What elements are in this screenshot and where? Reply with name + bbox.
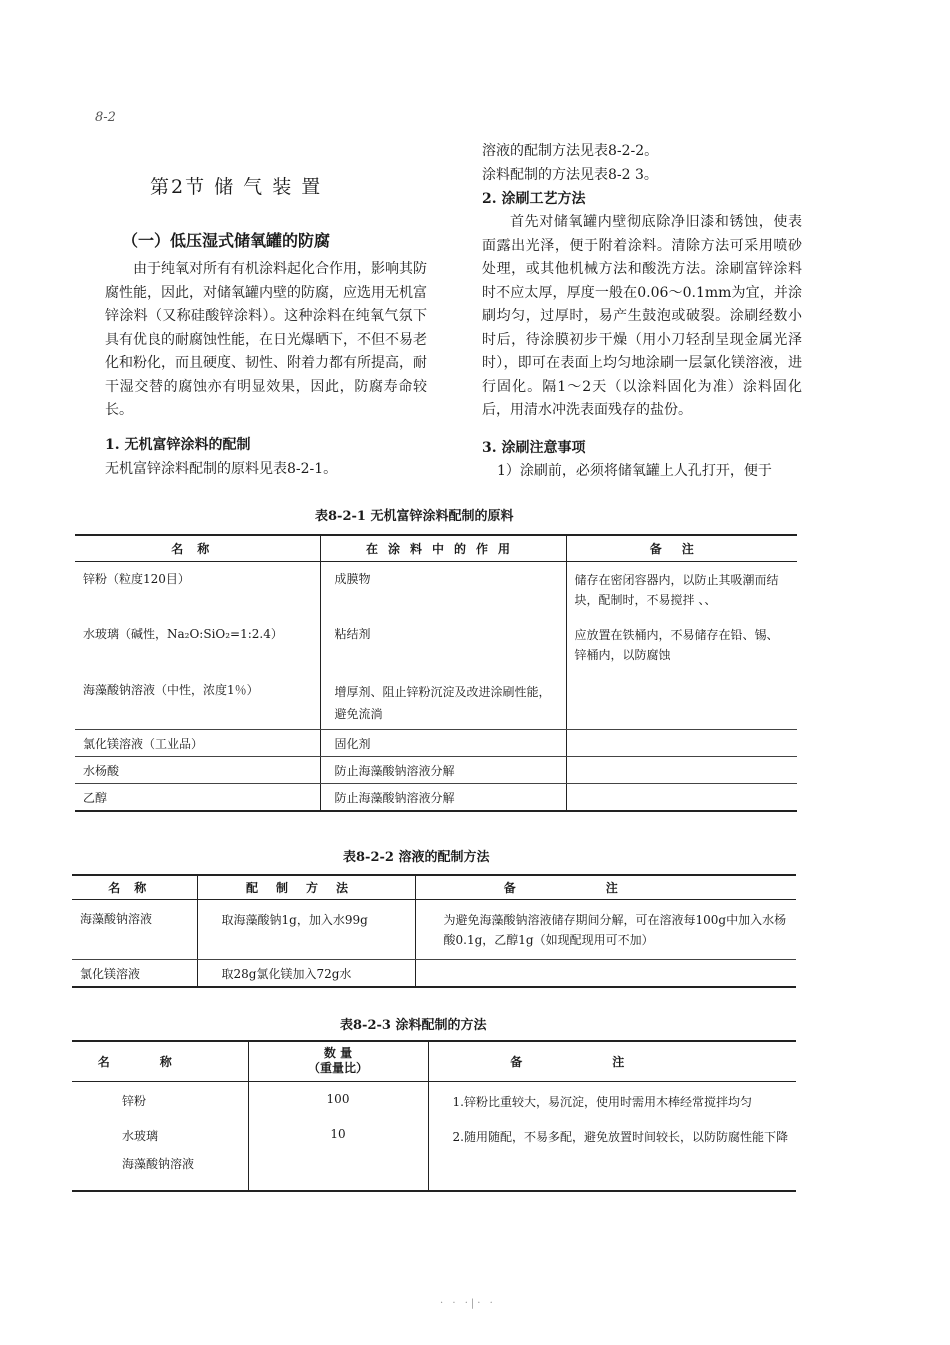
table1-cell: 海藻酸钠溶液（中性，浓度1％） (75, 673, 320, 729)
table-row (75, 783, 797, 811)
table3 (72, 1040, 796, 1192)
table2-cell: 为避免海藻酸钠溶液储存期间分解，可在溶液每100g中加入水杨酸0.1g，乙醇1g（如现配现用可不加） (415, 899, 796, 959)
table1-cell: 氯化镁溶液（工业品） (75, 729, 320, 756)
item1-heading: 1. 无机富锌涂料的配制 (105, 437, 251, 453)
table3-header-qty-line2: （重量比） (307, 1061, 368, 1076)
right-line-2: 涂料配制的方法见表8-2 3。 (482, 167, 658, 183)
table2-header-notes: 备注 (415, 875, 796, 899)
table1-header-row (75, 535, 797, 561)
table-row (75, 756, 797, 783)
table-row (75, 673, 797, 729)
table2-cell: 取28g氯化镁加入72g水 (197, 959, 415, 987)
table1-caption: 表8-2-1 无机富锌涂料配制的原料 (315, 509, 514, 524)
table3-cell: 2.随用随配，不易多配，避免放置时间较长，以防防腐性能下降 (428, 1121, 796, 1191)
table-row (75, 617, 797, 673)
table1-cell: 储存在密闭容器内，以防止其吸潮而结块，配制时，不易搅拌 、、 (566, 561, 797, 617)
table3-cell: 锌粉 (122, 1093, 147, 1108)
table2 (72, 874, 796, 988)
process-paragraph: 首先对储氧罐内壁彻底除净旧漆和锈蚀，使表面露出光泽，便于附着涂料。清除方法可采用喷砂处理，或其他机械方法和酸洗方法。涂刷富锌涂料时不应太厚，厚度一般在0.06～0.1mm为宜，并涂刷均匀，过厚时，易产生鼓泡或破裂。涂刷经数小时后，待涂膜初步干燥（用小刀轻刮呈现金属光泽时），即可在表面上均匀地涂刷一层氯化镁溶液，进行固化。隔1～2天（以涂料固化为准）涂料固化后，用清水冲洗表面残存的盐份。 (482, 214, 802, 418)
table1-cell: 锌粉（粒度120目） (83, 571, 190, 586)
right-line-1: 溶液的配制方法见表8-2-2。 (482, 143, 659, 159)
table3-cell (248, 1151, 428, 1191)
table1-cell: 成膜物 (320, 561, 566, 617)
table2-cell: 取海藻酸钠1g，加入水99g (197, 899, 415, 959)
table2-caption: 表8-2-2 溶液的配制方法 (343, 850, 490, 865)
table1-cell (566, 673, 797, 729)
table2-header-name: 名称 (108, 880, 161, 895)
table3-cell: 水玻璃 (122, 1129, 159, 1143)
item1-text: 无机富锌涂料配制的原料见表8-2-1。 (105, 461, 338, 477)
footer-mark: · · ·|· · (440, 1298, 496, 1309)
table2-header-method: 配制方法 (197, 875, 415, 899)
table-row (75, 561, 797, 617)
table1-header-role: 在涂料中的作用 (320, 535, 566, 561)
table-row (72, 959, 796, 987)
table2-cell: 海藻酸钠溶液 (72, 899, 197, 959)
subsection-title: （一）低压湿式储氧罐的防腐 (122, 231, 331, 250)
table2-cell (415, 959, 796, 987)
intro-paragraph: 由于纯氧对所有有机涂料起化合作用，影响其防腐性能，因此，对储氧罐内壁的防腐，应选用无机富锌涂料（又称硅酸锌涂料）。这种涂料在纯氧气氛下具有优良的耐腐蚀性能，在日光爆晒下，不但不易老化和粉化，而且硬度、韧性、附着力都有所提高，耐干湿交替的腐蚀亦有明显效果，因此，防腐寿命较长。 (105, 261, 427, 418)
table3-header-qty (248, 1041, 428, 1081)
table3-header-name: 名称 (97, 1054, 222, 1069)
table1-cell: 水杨酸 (75, 756, 320, 783)
table1-cell: 增厚剂、阻止锌粉沉淀及改进涂刷性能，避免流淌 (320, 673, 566, 729)
table3-cell: 海藻酸钠溶液 (122, 1157, 195, 1171)
table1 (75, 534, 797, 812)
table3-header-notes: 备注 (428, 1041, 796, 1081)
table1-cell (566, 756, 797, 783)
table2-header-row (72, 875, 796, 899)
table3-header-row (72, 1041, 796, 1081)
table-row (72, 899, 796, 959)
table1-cell (566, 729, 797, 756)
table1-cell (566, 783, 797, 811)
table-row (72, 1121, 796, 1151)
table-row (75, 729, 797, 756)
table1-cell: 应放置在铁桶内，不易储存在铅、锡、锌桶内，以防腐蚀 (566, 617, 797, 673)
table3-cell: 10 (248, 1121, 428, 1151)
table3-header-qty-line1: 数 量 (323, 1046, 353, 1061)
table-row (72, 1081, 796, 1121)
table1-header-notes: 备注 (566, 535, 797, 561)
table1-cell: 固化剂 (320, 729, 566, 756)
item2-heading: 2. 涂刷工艺方法 (482, 191, 586, 207)
table1-cell: 乙醇 (83, 790, 108, 805)
table1-cell: 防止海藻酸钠溶液分解 (320, 756, 566, 783)
page-number: 8-2 (95, 110, 116, 125)
table1-cell: 粘结剂 (320, 617, 566, 673)
table1-cell: 防止海藻酸钠溶液分解 (320, 783, 566, 811)
section-title: 第2节 储 气 装 置 (150, 176, 323, 198)
table3-cell: 1.锌粉比重较大，易沉淀，使用时需用木棒经常搅拌均匀 (428, 1081, 796, 1121)
table1-header-name: 名称 (171, 541, 224, 556)
item3-text: 1）涂刷前，必须将储氧罐上人孔打开，便于 (497, 463, 772, 479)
table2-cell: 氯化镁溶液 (80, 966, 141, 981)
item3-heading: 3. 涂刷注意事项 (482, 440, 586, 456)
table3-cell: 100 (248, 1081, 428, 1121)
table3-caption: 表8-2-3 涂料配制的方法 (340, 1018, 487, 1033)
table1-cell: 水玻璃（碱性，Na₂O:SiO₂=1:2.4） (83, 627, 283, 641)
